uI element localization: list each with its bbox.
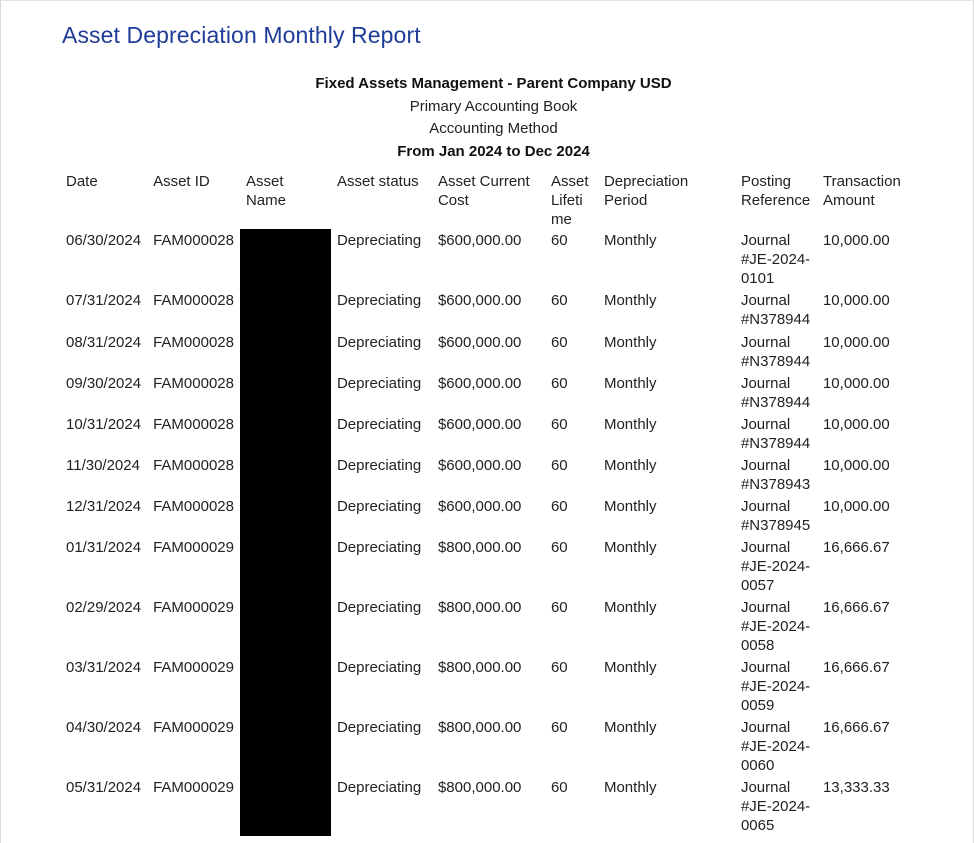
cell-cost: $600,000.00 (437, 334, 522, 351)
cell-asset-id: FAM000028 (153, 498, 234, 515)
header-asset-current-cost: Asset Current Cost (437, 173, 530, 209)
report-title: Asset Depreciation Monthly Report (62, 22, 421, 48)
cell-date: 10/31/2024 (66, 416, 142, 433)
cell-posting-reference: Journal #N378944 (740, 416, 811, 452)
redacted-asset-name (240, 495, 331, 536)
table-row (60, 536, 924, 596)
header-depreciation-period: Depreciation Period (603, 173, 689, 209)
header-posting-reference: Posting Reference (740, 173, 811, 209)
table-row (60, 596, 924, 656)
cell-date: 08/31/2024 (66, 334, 142, 351)
cell-posting-reference: Journal #N378944 (740, 292, 811, 328)
cell-cost: $800,000.00 (437, 599, 522, 616)
cell-status: Depreciating (336, 498, 422, 515)
cell-cost: $800,000.00 (437, 539, 522, 556)
cell-cost: $800,000.00 (437, 779, 522, 796)
cell-posting-reference: Journal #JE-2024-0057 (740, 539, 811, 594)
cell-lifetime: 60 (550, 375, 568, 392)
cell-cost: $600,000.00 (437, 232, 522, 249)
cell-posting-reference: Journal #JE-2024-0065 (740, 779, 811, 834)
cell-date: 02/29/2024 (66, 599, 142, 616)
cell-date: 01/31/2024 (66, 539, 142, 556)
header-asset-lifetime: Asset Lifetime (550, 173, 589, 228)
cell-cost: $800,000.00 (437, 719, 522, 736)
cell-amount: 16,666.67 (822, 719, 890, 736)
cell-status: Depreciating (336, 375, 422, 392)
redacted-asset-name (240, 289, 331, 331)
cell-cost: $600,000.00 (437, 292, 522, 309)
cell-lifetime: 60 (550, 539, 568, 556)
cell-period: Monthly (603, 539, 657, 556)
cell-lifetime: 60 (550, 719, 568, 736)
cell-date: 12/31/2024 (66, 498, 142, 515)
cell-date: 04/30/2024 (66, 719, 142, 736)
cell-asset-id: FAM000029 (153, 719, 234, 736)
cell-amount: 16,666.67 (822, 599, 890, 616)
cell-posting-reference: Journal #N378944 (740, 375, 811, 411)
cell-date: 05/31/2024 (66, 779, 142, 796)
cell-status: Depreciating (336, 416, 422, 433)
cell-lifetime: 60 (550, 416, 568, 433)
cell-asset-id: FAM000028 (153, 232, 234, 249)
cell-period: Monthly (603, 416, 657, 433)
cell-lifetime: 60 (550, 659, 568, 676)
redacted-asset-name (240, 229, 331, 289)
cell-amount: 16,666.67 (822, 539, 890, 556)
cell-posting-reference: Journal #N378943 (740, 457, 811, 493)
redacted-asset-name (240, 372, 331, 413)
company-heading: Fixed Assets Management - Parent Company USD (315, 75, 672, 92)
cell-status: Depreciating (336, 659, 422, 676)
table-row (60, 372, 924, 413)
table-row (60, 656, 924, 716)
cell-cost: $800,000.00 (437, 659, 522, 676)
header-asset-name: Asset Name (245, 173, 286, 209)
cell-status: Depreciating (336, 457, 422, 474)
table-header-row (60, 170, 924, 229)
redacted-asset-name (240, 331, 331, 372)
table-row (60, 413, 924, 454)
cell-asset-id: FAM000029 (153, 659, 234, 676)
header-asset-id: Asset ID (153, 173, 210, 190)
cell-amount: 10,000.00 (822, 498, 890, 515)
cell-status: Depreciating (336, 719, 422, 736)
cell-cost: $600,000.00 (437, 457, 522, 474)
header-date: Date (66, 173, 98, 190)
cell-cost: $600,000.00 (437, 375, 522, 392)
cell-amount: 10,000.00 (822, 416, 890, 433)
cell-lifetime: 60 (550, 599, 568, 616)
cell-period: Monthly (603, 498, 657, 515)
redacted-asset-name (240, 716, 331, 776)
cell-posting-reference: Journal #N378945 (740, 498, 811, 534)
cell-amount: 10,000.00 (822, 232, 890, 249)
cell-period: Monthly (603, 659, 657, 676)
cell-date: 07/31/2024 (66, 292, 142, 309)
cell-date: 03/31/2024 (66, 659, 142, 676)
cell-status: Depreciating (336, 292, 422, 309)
table-row (60, 776, 924, 836)
redacted-asset-name (240, 656, 331, 716)
cell-period: Monthly (603, 719, 657, 736)
cell-amount: 10,000.00 (822, 457, 890, 474)
cell-cost: $600,000.00 (437, 498, 522, 515)
cell-posting-reference: Journal #JE-2024-0060 (740, 719, 811, 774)
table-row (60, 716, 924, 776)
cell-period: Monthly (603, 232, 657, 249)
cell-lifetime: 60 (550, 457, 568, 474)
redacted-asset-name (240, 454, 331, 495)
cell-lifetime: 60 (550, 498, 568, 515)
cell-period: Monthly (603, 779, 657, 796)
cell-period: Monthly (603, 292, 657, 309)
table-row (60, 289, 924, 331)
cell-asset-id: FAM000029 (153, 779, 234, 796)
cell-period: Monthly (603, 334, 657, 351)
table-row (60, 229, 924, 289)
cell-lifetime: 60 (550, 292, 568, 309)
redacted-asset-name (240, 413, 331, 454)
cell-lifetime: 60 (550, 779, 568, 796)
cell-asset-id: FAM000029 (153, 539, 234, 556)
accounting-book: Primary Accounting Book (409, 98, 578, 115)
cell-amount: 13,333.33 (822, 779, 890, 796)
accounting-method: Accounting Method (429, 120, 558, 137)
cell-posting-reference: Journal #JE-2024-0101 (740, 232, 811, 287)
cell-status: Depreciating (336, 232, 422, 249)
redacted-asset-name (240, 536, 331, 596)
table-row (60, 331, 924, 372)
cell-asset-id: FAM000028 (153, 457, 234, 474)
redacted-asset-name (240, 596, 331, 656)
cell-date: 09/30/2024 (66, 375, 142, 392)
cell-amount: 10,000.00 (822, 375, 890, 392)
cell-posting-reference: Journal #JE-2024-0058 (740, 599, 811, 654)
header-asset-status: Asset status (336, 173, 419, 190)
redacted-asset-name (240, 776, 331, 836)
cell-status: Depreciating (336, 334, 422, 351)
cell-date: 11/30/2024 (66, 457, 140, 474)
date-range: From Jan 2024 to Dec 2024 (397, 143, 590, 160)
cell-asset-id: FAM000028 (153, 375, 234, 392)
cell-period: Monthly (603, 375, 657, 392)
cell-amount: 10,000.00 (822, 334, 890, 351)
cell-lifetime: 60 (550, 334, 568, 351)
cell-posting-reference: Journal #N378944 (740, 334, 811, 370)
cell-asset-id: FAM000029 (153, 599, 234, 616)
depreciation-table (60, 170, 924, 836)
cell-asset-id: FAM000028 (153, 416, 234, 433)
cell-posting-reference: Journal #JE-2024-0059 (740, 659, 811, 714)
cell-status: Depreciating (336, 599, 422, 616)
cell-asset-id: FAM000028 (153, 292, 234, 309)
cell-amount: 16,666.67 (822, 659, 890, 676)
table-row (60, 454, 924, 495)
header-transaction-amount: Transaction Amount (822, 173, 901, 209)
cell-status: Depreciating (336, 779, 422, 796)
cell-date: 06/30/2024 (66, 232, 142, 249)
cell-lifetime: 60 (550, 232, 568, 249)
table-row (60, 495, 924, 536)
cell-period: Monthly (603, 457, 657, 474)
cell-amount: 10,000.00 (822, 292, 890, 309)
cell-asset-id: FAM000028 (153, 334, 234, 351)
cell-period: Monthly (603, 599, 657, 616)
cell-cost: $600,000.00 (437, 416, 522, 433)
cell-status: Depreciating (336, 539, 422, 556)
